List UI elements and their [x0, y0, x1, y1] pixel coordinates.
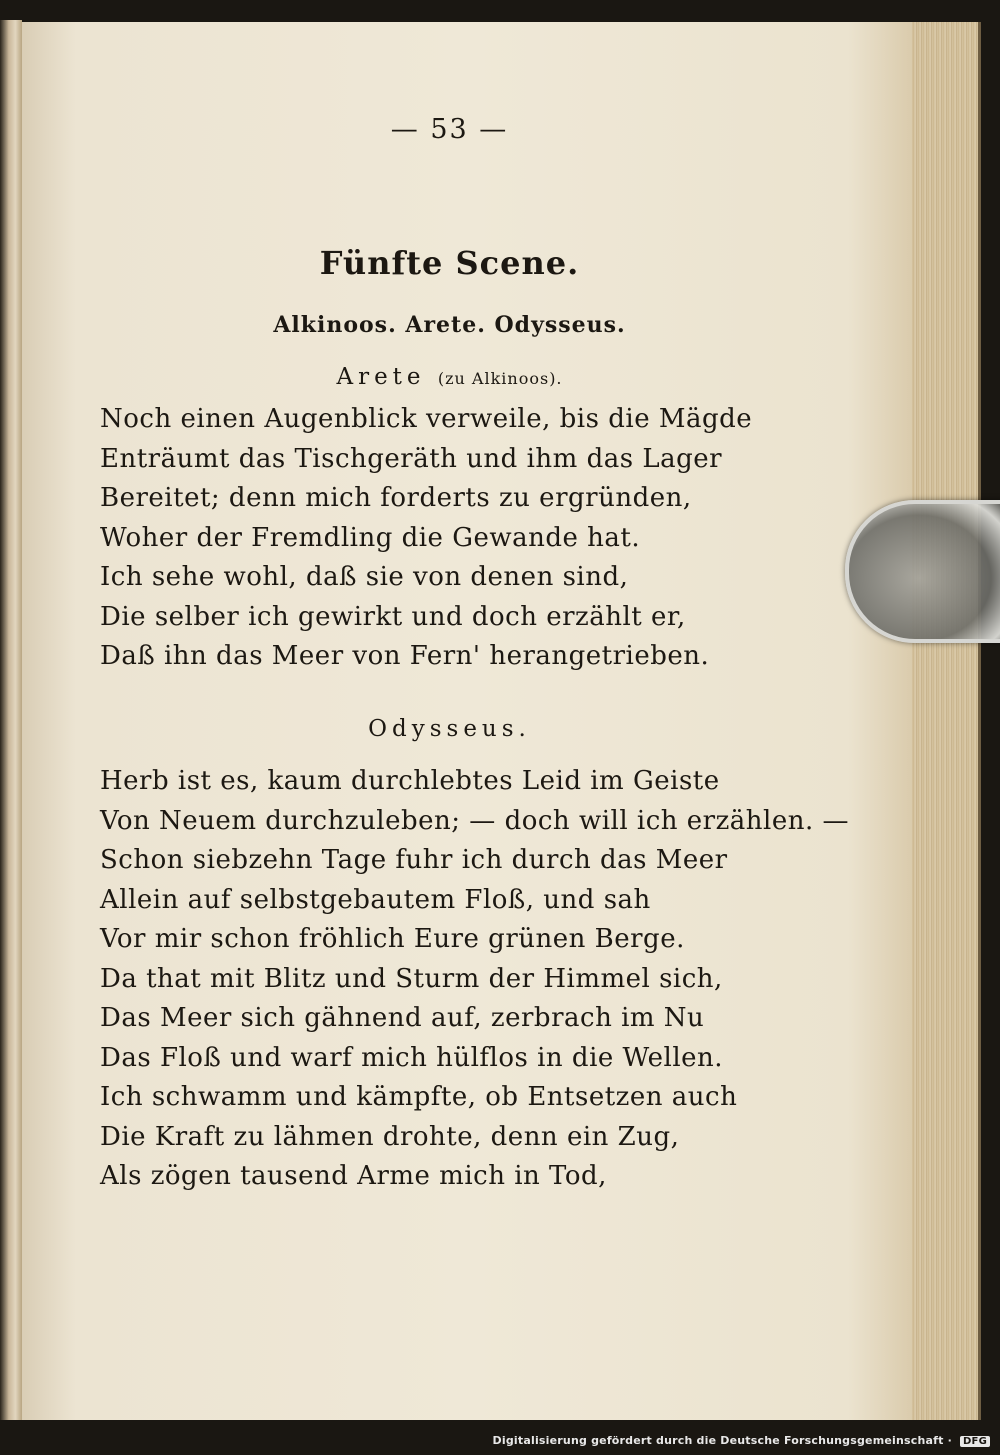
speaker-odysseus: Odysseus. — [368, 716, 531, 742]
verse-line: Enträumt das Tischgeräth und ihm das Lager — [100, 443, 723, 474]
speech-arete — [100, 400, 752, 677]
verse-line: Vor mir schon fröhlich Eure grünen Berge. — [100, 924, 685, 954]
verse-line: Allein auf selbstgebautem Floß, und sah — [100, 884, 651, 915]
verse-line: Schon siebzehn Tage fuhr ich durch das Meer — [100, 845, 728, 875]
credit-text: Digitalisierung gefördert durch die Deutsche Forschungsgemeinschaft · — [492, 1434, 953, 1447]
verse-line: Herb ist es, kaum durchlebtes Leid im Geiste — [100, 766, 720, 796]
digitization-credit — [493, 1434, 990, 1447]
verse-line: Noch einen Augenblick verweile, bis die Mägde — [100, 404, 753, 434]
verse-line: Die selber ich gewirkt und doch erzählt er, — [100, 601, 686, 632]
previous-page-edge — [0, 20, 22, 1420]
verse-line: Als zögen tausend Arme mich in Tod, — [100, 1161, 607, 1191]
page-number: — 53 — — [390, 114, 509, 145]
verse-line: Bereitet; denn mich forderts zu ergründen, — [100, 483, 692, 513]
verse-line: Ich schwamm und kämpfte, ob Entsetzen auch — [100, 1082, 738, 1112]
speaker-name: Arete — [336, 364, 426, 390]
verse-line: Die Kraft zu lähmen drohte, denn ein Zug, — [100, 1121, 680, 1152]
verse-line: Das Meer sich gähnend auf, zerbrach im Nu — [100, 1003, 705, 1033]
stage-direction: (zu Alkinoos). — [437, 369, 563, 388]
verse-line: Von Neuem durchzuleben; — doch will ich erzählen. — — [100, 805, 850, 836]
verse-line: Daß ihn das Meer von Fern' herangetrieben. — [100, 641, 710, 671]
verse-line: Das Floß und warf mich hülflos in die Wellen. — [100, 1042, 724, 1073]
scene-title: Fünfte Scene. — [319, 244, 580, 282]
verse-line: Ich sehe wohl, daß sie von denen sind, — [100, 562, 629, 592]
speaker-arete — [22, 364, 877, 390]
book-page — [22, 22, 920, 1420]
glass-weight — [845, 500, 1000, 643]
verse-line: Da that mit Blitz und Sturm der Himmel sich, — [100, 963, 723, 994]
verse-line: Woher der Fremdling die Gewande hat. — [100, 522, 641, 553]
speech-odysseus — [100, 762, 849, 1197]
page-block-edge — [912, 22, 981, 1420]
dfg-logo: DFG — [960, 1436, 990, 1447]
cast-list: Alkinoos. Arete. Odysseus. — [273, 312, 626, 338]
